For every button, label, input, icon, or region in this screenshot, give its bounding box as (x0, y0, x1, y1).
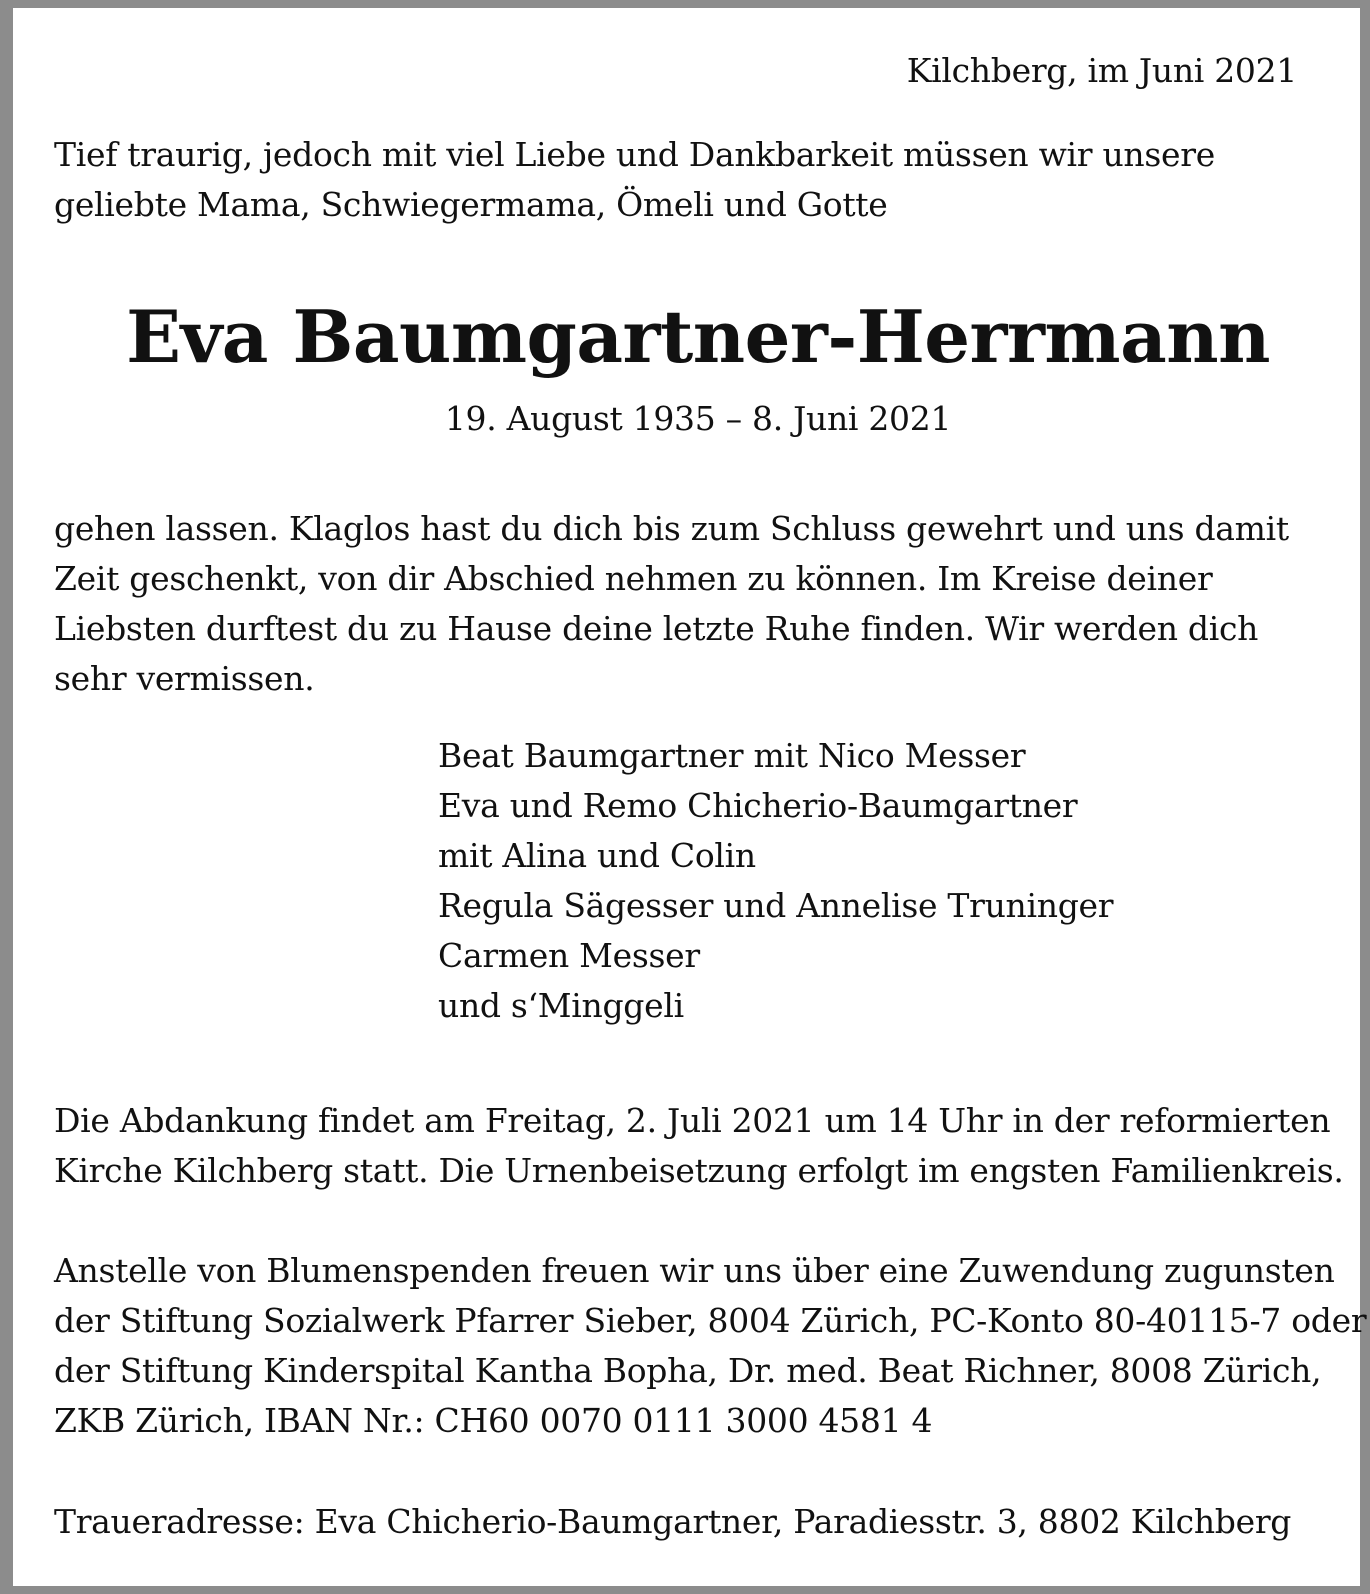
donations-line: Anstelle von Blumenspenden freuen wir uns über eine Zuwendung zugunsten (54, 1251, 1335, 1290)
donations-line: ZKB Zürich, IBAN Nr.: CH60 0070 0111 3000 4581 4 (54, 1401, 933, 1440)
mourning-address: Traueradresse: Eva Chicherio-Baumgartner, Paradiesstr. 3, 8802 Kilchberg (54, 1502, 1292, 1541)
body-paragraph (54, 504, 1289, 704)
donations-line: der Stiftung Kinderspital Kantha Bopha, Dr. med. Beat Richner, 8008 Zürich, (54, 1351, 1322, 1390)
family-member: mit Alina und Colin (438, 836, 756, 875)
intro-paragraph (54, 130, 1215, 230)
family-member: Carmen Messer (438, 936, 700, 975)
family-member: Eva und Remo Chicherio-Baumgartner (438, 786, 1078, 825)
body-line: Zeit geschenkt, von dir Abschied nehmen zu können. Im Kreise deiner (54, 559, 1213, 598)
intro-line: geliebte Mama, Schwiegermama, Ömeli und Gotte (54, 185, 888, 224)
family-list (438, 731, 1113, 1031)
ceremony-line: Die Abdankung findet am Freitag, 2. Juli 2021 um 14 Uhr in der reformierten (54, 1101, 1331, 1140)
life-dates: 19. August 1935 – 8. Juni 2021 (444, 399, 952, 438)
body-line: Liebsten durftest du zu Hause deine letzte Ruhe finden. Wir werden dich (54, 609, 1259, 648)
ceremony-line: Kirche Kilchberg statt. Die Urnenbeisetzung erfolgt im engsten Familienkreis. (54, 1151, 1344, 1190)
intro-line: Tief traurig, jedoch mit viel Liebe und Dankbarkeit müssen wir unsere (54, 135, 1215, 174)
donations-paragraph (54, 1246, 1366, 1446)
ceremony-paragraph (54, 1096, 1344, 1196)
deceased-name: Eva Baumgartner-Herrmann (126, 294, 1270, 379)
family-member: und s‘Minggeli (438, 986, 684, 1025)
body-line: sehr vermissen. (54, 659, 315, 698)
place-date: Kilchberg, im Juni 2021 (906, 51, 1297, 90)
family-member: Regula Sägesser und Annelise Truninger (438, 886, 1114, 925)
body-line: gehen lassen. Klaglos hast du dich bis zum Schluss gewehrt und uns damit (54, 509, 1289, 548)
donations-line: der Stiftung Sozialwerk Pfarrer Sieber, 8004 Zürich, PC-Konto 80-40115-7 oder (54, 1301, 1367, 1340)
family-member: Beat Baumgartner mit Nico Messer (438, 736, 1026, 775)
